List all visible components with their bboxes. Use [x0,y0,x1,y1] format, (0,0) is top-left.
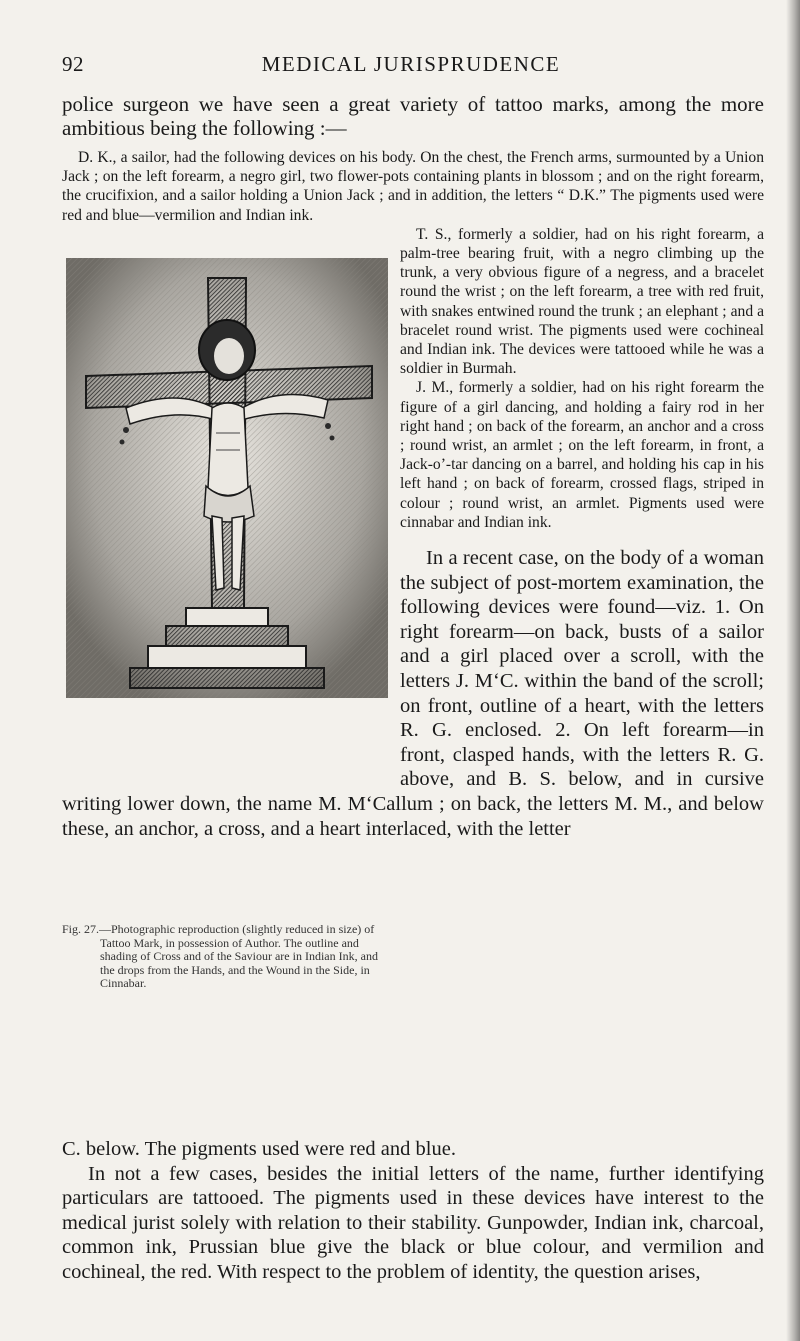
page-number: 92 [62,52,84,76]
identity-paragraph: In not a few cases, besides the initial letters of the name, further identifying particulars are tattooed. The pigments used in these devices have interest to the medical jurist solely with relation to their stability. Gunpowder, Indian ink, charcoal, common ink, Prussian blue give the black or blue colour, and vermilion and cochineal, the red. With respect to the problem of identity, the question arises, [62,1162,764,1283]
intro-paragraph: police surgeon we have seen a great variety of tattoo marks, among the more ambitious being the following :— [62,92,764,140]
recent-case-end: C. below. The pigments used were red and blue. [62,1138,456,1160]
page-header [62,52,760,82]
recent-case-paragraph: In a recent case, on the body of a woman the subject of post-mortem examination, the following devices were found—viz. 1. On right forearm—on back, busts of a sailor and a girl placed over a scroll, with the letters J. M‘C. within the band of the scroll; on front, outline of a heart, with the letters R. G. enclosed. 2. On left forearm—in front, clasped hands, with the letters R. G. above, and B. S. below, and in cursive writing lower down, the name M. M‘Callum ; on back, the letters M. M., and below these, an anchor, a cross, and a heart interlaced, with the letter [62,547,764,840]
case-ts-paragraph: T. S., formerly a soldier, had on his right forearm, a palm-tree bearing fruit, with a negro climbing up the trunk, a very obvious figure of a negress, and a bracelet round the wrist ; on the left forearm, a tree with red fruit, with snakes entwined round the trunk ; an elephant ; and a bracelet round wrist. The pigments used were cochineal and Indian ink. The devices were tattooed while he was a soldier in Burmah. [400,225,764,378]
figure-caption [62,923,394,991]
case-jm-paragraph: J. M., formerly a soldier, had on his right forearm the figure of a girl dancing, and holding a fairy rod in her right hand ; on back of the forearm, an anchor and a cross ; round wrist, an armlet ; on the left forearm, in front, a Jack-o’-tar dancing on a barrel, and holding his cap in his left hand ; on back of forearm, crossed flags, striped in colour ; round wrist, an armlet. Pigments used were cinnabar and Indian ink. [400,379,764,531]
tattoo-figure [66,258,388,698]
crucifix-tattoo-image [66,258,388,698]
page-edge-shadow [786,0,800,1341]
running-head: MEDICAL JURISPRUDENCE [261,52,561,76]
tail-section [62,1137,764,1285]
case-dk-paragraph: D. K., a sailor, had the following devices on his body. On the chest, the French arms, surmounted by a Union Jack ; on the left forearm, a negro girl, two flower-pots containing plants in blossom ; and on the right forearm, the crucifixion, and a sailor holding a Union Jack ; and in addition, the letters “ D.K.” The pigments used were red and blue—vermilion and Indian ink. [62,149,764,224]
figure-caption-text: Fig. 27.—Photographic reproduction (slightly reduced in size) of Tattoo Mark, in possession of Author. The outline and shading of Cross and of the Saviour are in Indian Ink, and the drops from the Hands, and the Wound in the Side, in Cinnabar. [62,922,378,990]
